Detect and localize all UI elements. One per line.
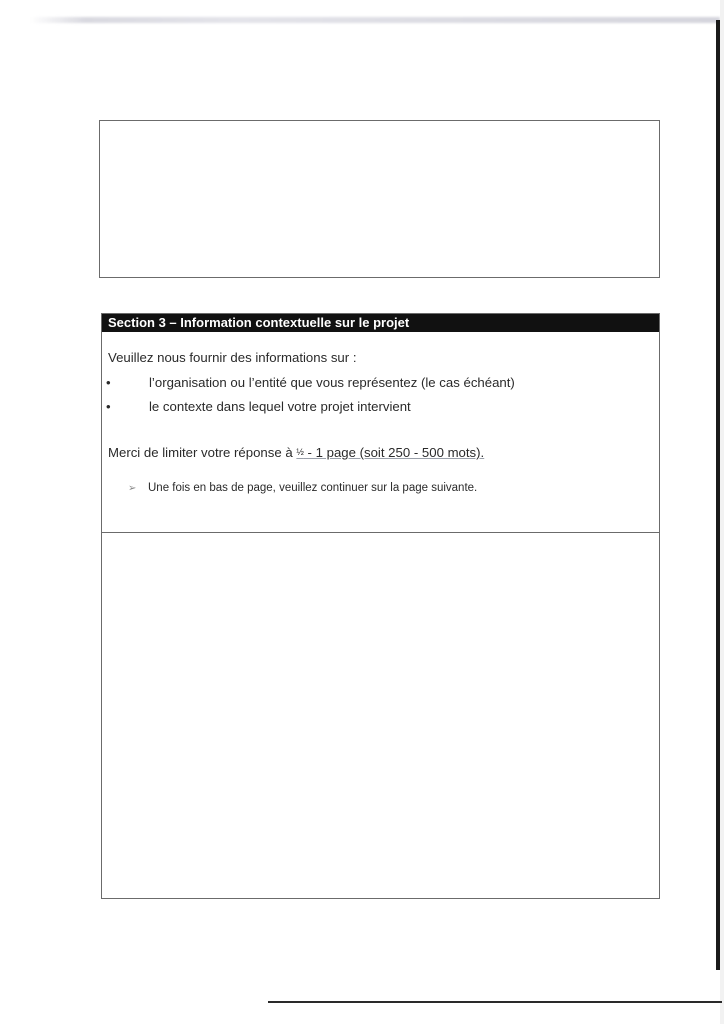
- scan-artifact-top: [30, 17, 720, 23]
- length-limit-prefix: Merci de limiter votre réponse à: [108, 445, 297, 460]
- arrow-bullet-icon: ➢: [128, 483, 137, 494]
- list-item-text: l’organisation ou l’entité que vous représentez (le cas échéant): [149, 375, 515, 390]
- length-limit-suffix: - 1 page (soit 250 - 500 mots).: [303, 445, 485, 460]
- section-header: Section 3 – Information contextuelle sur le projet: [102, 314, 659, 332]
- bullet-icon: •: [106, 399, 111, 414]
- scan-artifact-bottom-line: [268, 1001, 722, 1003]
- continuation-note: [128, 482, 477, 494]
- length-limit-range: [296, 445, 484, 460]
- list-item-text: le contexte dans lequel votre projet intervient: [149, 399, 411, 414]
- length-limit: [108, 445, 484, 460]
- bullet-icon: •: [106, 375, 111, 390]
- scan-artifact-right-fade: [720, 0, 724, 1024]
- previous-answer-box[interactable]: [99, 120, 660, 278]
- section-instructions: [102, 332, 659, 533]
- continuation-note-text: Une fois en bas de page, veuillez continuer sur la page suivante.: [148, 482, 478, 494]
- answer-area[interactable]: [102, 533, 659, 898]
- scan-artifact-right-edge: [716, 20, 720, 970]
- section-3: [101, 313, 660, 899]
- instructions-intro: Veuillez nous fournir des informations sur :: [108, 350, 357, 365]
- length-limit-fraction: ½: [296, 447, 304, 457]
